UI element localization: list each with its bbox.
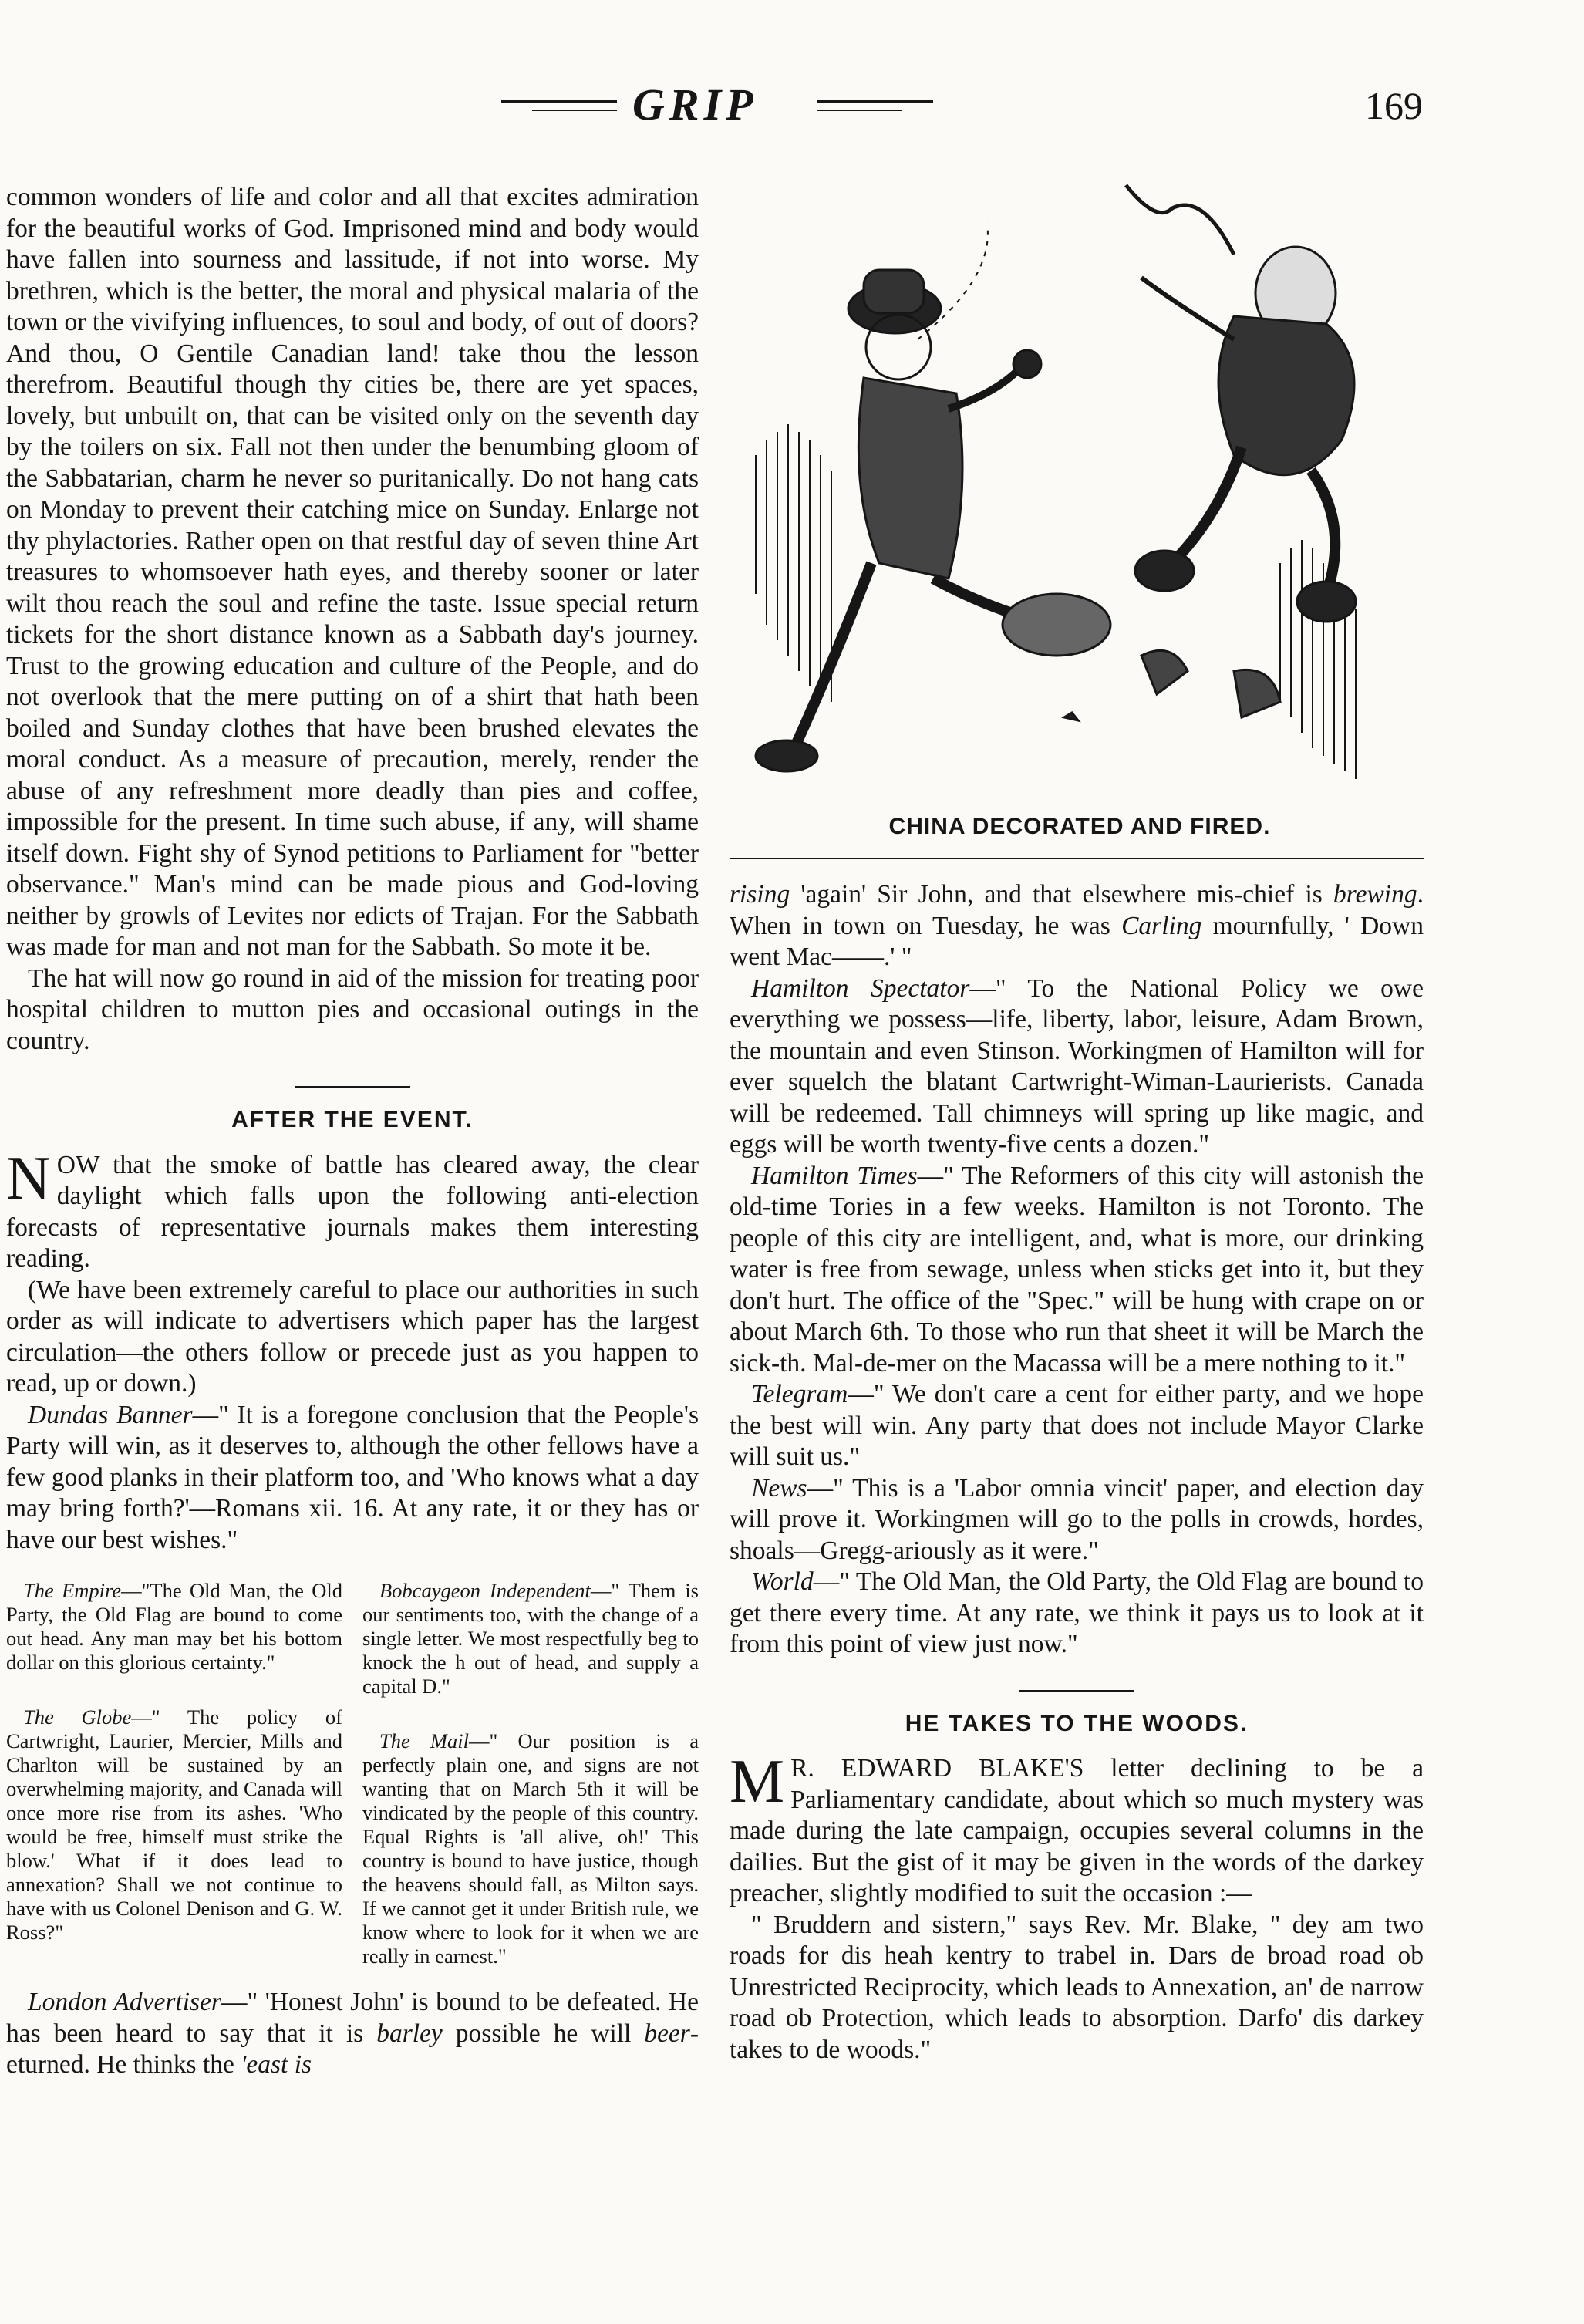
quote-london: London Advertiser—" 'Honest John' is bound to be defeated. He has been heard to say that it is barley possible he will beer-eturned. He thinks the 'east is <box>6 1988 699 2079</box>
section-divider <box>295 1086 410 1088</box>
drop-cap-m: M <box>730 1748 785 1816</box>
quote-news: News—" This is a 'Labor omnia vincit' paper, and election day will prove it. Workingmen will go to the polls in crowds, hordes, shoals—Gregg-ariously as it were." <box>730 1473 1424 1565</box>
quote-world: World—" The Old Man, the Old Party, the Old Flag are bound to get there every time. At any rate, we think it pays us to look at it from this point of view just now." <box>730 1567 1424 1658</box>
masthead-rule-right-2 <box>817 110 902 111</box>
quote-telegram: Telegram—" We don't care a cent for either party, and we hope the best will win. Any party that does not include Mayor Clarke will suit us." <box>730 1380 1424 1471</box>
two-column-quotes <box>6 1579 699 1999</box>
drop-cap: N <box>6 1144 51 1213</box>
mini-column-left <box>6 1579 342 1999</box>
after-event-note: (We have been extremely careful to place our authorities in such order as will indicate to advertisers which paper has the largest circulation—the others follow or precede just as you happen to read, up or down.) <box>6 1275 699 1398</box>
section-divider-2 <box>1019 1690 1134 1692</box>
right-column <box>730 879 1424 2066</box>
right-figure <box>1126 185 1356 622</box>
cartoon-illustration <box>740 162 1419 810</box>
masthead <box>0 77 1584 139</box>
page-number: 169 <box>1365 84 1423 127</box>
masthead-title: GRIP <box>632 79 758 130</box>
broken-china <box>1003 594 1280 720</box>
masthead-rule-left <box>501 100 617 103</box>
left-figure <box>756 224 1103 771</box>
caption-rule <box>730 858 1424 859</box>
quote-london-continued: rising 'again' Sir John, and that elsewhere mis-chief is brewing. When in town on Tuesday, he was Carling mournfully, ' Down went Mac——.' " <box>730 880 1424 971</box>
after-event-heading: AFTER THE EVENT. <box>231 1107 474 1132</box>
quote-dundas: Dundas Banner—" It is a foregone conclusion that the People's Party will win, as it deserves to, although the other fellows have a few good planks in their platform too, and 'Who knows what a day may bring forth?'—Romans xii. 16. At any rate, it or they has or have our best wishes." <box>6 1400 699 1554</box>
illustration-caption: CHINA DECORATED AND FIRED. <box>888 814 1271 839</box>
quote-bobcaygeon: Bobcaygeon Independent—" Them is our sentiments too, with the change of a single letter. We most respectfully beg to knock the h out of head, and supply a capital D." <box>362 1579 699 1698</box>
left-column <box>6 182 699 2081</box>
woods-paragraph-1: M R. EDWARD BLAKE'S letter declining to be a Parliamentary candidate, about which so much mystery was made during the late campaign, occupies several columns in the dailies. But the gist of it may be given in the words of the darkey preacher, slightly modified to suit the occasion :— <box>730 1748 1424 1907</box>
after-event-intro: NOW that the smoke of battle has cleared away, the clear daylight which falls upon the following anti-election forecasts of representative journals makes them interesting reading. <box>6 1144 699 1273</box>
woods-heading: HE TAKES TO THE WOODS. <box>905 1710 1249 1736</box>
opening-paragraph: common wonders of life and color and all that excites admiration for the beautiful works of God. Imprisoned mind and body would have fallen into sourness and lassitude, if not into worse. My brethren, which is the better, the moral and physical malaria of the town or the vivifying influences, to soul and body, of out of doors? And thou, O Gentile Canadian land! take thou the lesson therefrom. Beautiful though thy cities be, there are yet spaces, lovely, but unbuilt on, that can be visited only on the seventh day by the toilers on six. Fall not then under the benumbing gloom of the Sabbatarian, charm he never so puritanically. Do not hang cats on Monday to prevent their catching mice on Sunday. Enlarge not thy phylactories. Rather open on that restful day of seven thine Art treasures to whomsoever hath eyes, and thereby sooner or later wilt thou reach the soul and refine the taste. Issue special return tickets for the short distance known as a Sabbath day's journey. Trust to the growing education and culture of the People, and do not overlook that the mere putting on of a shirt that hath been boiled and Sunday clothes that have been brushed elevates the moral conduct. As a measure of precaution, merely, render the abuse of any refreshment more deadly than pies and coffee, impossible for the present. In time such abuse, if any, will shame itself down. Fight shy of Synod petitions to Parliament for "better observance." Man's mind can be made pious and God-loving neither by growls of Levites nor edicts of Trajan. For the Sabbath was made for man and not man for the Sabbath. So mote it be. <box>6 183 699 961</box>
paper-name: Dundas Banner <box>28 1400 193 1429</box>
hat-paragraph: The hat will now go round in aid of the mission for treating poor hospital children to mutton pies and occasional outings in the country. <box>6 963 699 1055</box>
quote-hamilton-spectator: Hamilton Spectator—" To the National Policy we owe everything we possess—life, liberty, labor, leisure, Adam Brown, the mountain and even Stinson. Workingmen of Hamilton will for ever squelch the blatant Cartwright-Wiman-Laurierists. Canada will be redeemed. Tall chimneys will spring up like magic, and eggs will be worth twenty-five cents a dozen." <box>730 973 1424 1159</box>
quote-globe: The Globe—" The policy of Cartwright, Laurier, Mercier, Mills and Charlton will be sustained by an overwhelming majority, and Canada will once more rise from its ashes. 'Who would be free, himself must strike the blow.' What if it does lead to annexation? Shall we not continue to have with us Colonel Denison and G. W. Ross?" <box>6 1705 342 1944</box>
quote-mail: The Mail—" Our position is a perfectly plain one, and signs are not wanting that on March 5th it will be vindicated by the people of this country. Equal Rights is 'all alive, oh!' This country is bound to have justice, though the heavens should fall, as Milton says. If we cannot get it under British rule, we know where to look for it when we are really in earnest." <box>362 1729 699 1968</box>
woods-paragraph-2: " Bruddern and sistern," says Rev. Mr. Blake, " dey am two roads for dis heah kentry to trabel in. Dars de broad road ob Unrestricted Reciprocity, which leads to Annexation, an' de narrow road ob Protection, which leads to absorption. Darfo' dis darkey takes to de woods." <box>730 1910 1424 2064</box>
mini-column-right <box>362 1579 699 1999</box>
quote-empire: The Empire—"The Old Man, the Old Party, the Old Flag are bound to come out head. Any man may bet his bottom dollar on this glorious certainty." <box>6 1579 343 1674</box>
quote-hamilton-times: Hamilton Times—" The Reformers of this city will astonish the old-time Tories in a few weeks. Hamilton is not Toronto. The people of this city are intelligent, and, what is more, our drinking water is free from sewage, unless when sticks get into it, but they don't hurt. The office of the "Spec." will be hung with crape on or about March 6th. To those who run that sheet it will be March the sick-th. Mal-de-mer on the Macassa will be a mere nothing to it." <box>730 1161 1424 1378</box>
masthead-rule-right <box>817 100 933 103</box>
masthead-rule-left-2 <box>532 110 617 111</box>
